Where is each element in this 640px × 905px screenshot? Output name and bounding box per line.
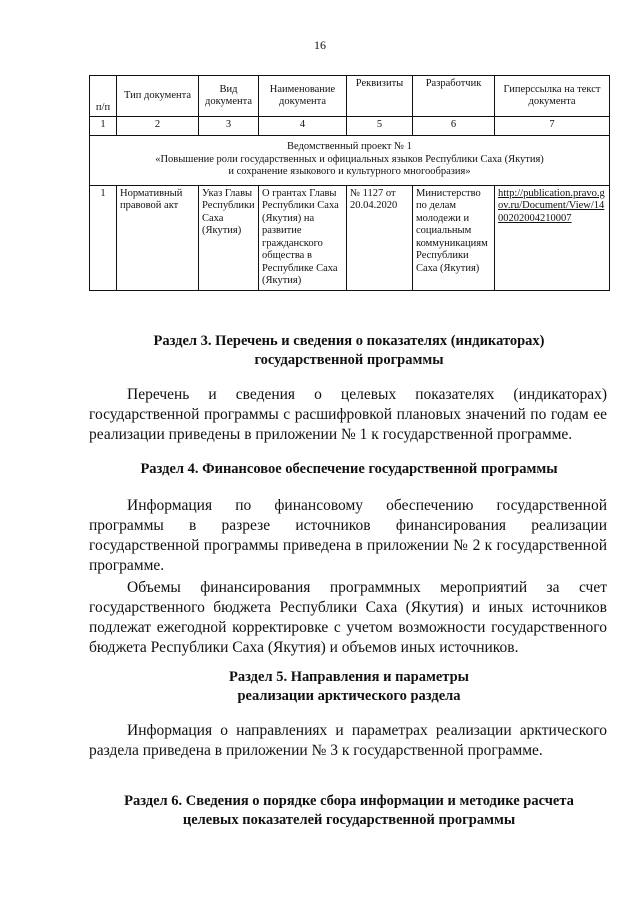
section3-heading-line: Раздел 3. Перечень и сведения о показателях (индикаторах) bbox=[153, 333, 545, 349]
paragraph-line: программы в разрезе источников финансирования реализации bbox=[89, 517, 607, 534]
section6-heading-line: Раздел 6. Сведения о порядке сбора информации и методике расчета bbox=[124, 793, 574, 809]
paragraph-line: Информация по финансовому обеспечению государственной bbox=[127, 497, 607, 514]
paragraph-line: Информация о направлениях и параметрах реализации арктического bbox=[127, 722, 607, 739]
project-title-line: и сохранение языкового и культурного многообразия» bbox=[228, 166, 471, 177]
paragraph-line: подлежат ежегодной корректировке с учетом возможности государственного bbox=[89, 619, 607, 636]
paragraph-line: государственной программы с расшифровкой плановых значений по годам ее bbox=[89, 406, 607, 423]
section6-heading-line: целевых показателей государственной программы bbox=[182, 812, 516, 828]
column-number: 6 bbox=[413, 117, 495, 136]
section5-paragraph bbox=[89, 721, 607, 761]
section5-heading-line: Раздел 5. Направления и параметры bbox=[229, 669, 469, 685]
header-link: Гиперссылка на текст документа bbox=[495, 76, 610, 117]
paragraph-line: бюджета Республики Саха (Якутия) и объемов иных источников. bbox=[89, 639, 519, 656]
project-title-line: «Повышение роли государственных и официальных языков Республики Саха (Якутия) bbox=[155, 153, 544, 165]
paragraph-line: Объемы финансирования программных мероприятий за счет bbox=[127, 579, 607, 596]
column-number: 2 bbox=[117, 117, 199, 136]
paragraph-line: раздела приведена в приложении № 3 к государственной программе. bbox=[89, 742, 543, 759]
section6-heading bbox=[89, 792, 609, 830]
row-link-cell bbox=[495, 185, 610, 290]
row-type: Нормативный правовой акт bbox=[117, 185, 199, 290]
paragraph-line: государственной программы приведена в приложении № 2 к государственной bbox=[89, 537, 607, 554]
column-number: 4 bbox=[259, 117, 347, 136]
section4-paragraph-1 bbox=[89, 496, 607, 576]
project-title-row bbox=[90, 136, 610, 186]
row-requisites: № 1127 от 20.04.2020 bbox=[347, 185, 413, 290]
paragraph-line: программе. bbox=[89, 557, 165, 574]
section5-heading-line: реализации арктического раздела bbox=[237, 688, 461, 704]
section4-paragraph-2 bbox=[89, 578, 607, 658]
column-number: 5 bbox=[347, 117, 413, 136]
table-header-row bbox=[90, 76, 610, 117]
section3-heading-line: государственной программы bbox=[254, 352, 444, 368]
column-number: 3 bbox=[199, 117, 259, 136]
column-number: 1 bbox=[90, 117, 117, 136]
paragraph-line: государственного бюджета Республики Саха (Якутия) и иных источников bbox=[89, 599, 607, 616]
column-number-row bbox=[90, 117, 610, 136]
section5-heading bbox=[89, 668, 609, 706]
project-title-cell bbox=[90, 136, 610, 186]
header-num: п/п bbox=[90, 76, 117, 117]
header-requisites: Реквизиты bbox=[347, 76, 413, 117]
section3-heading bbox=[89, 332, 609, 370]
documents-table bbox=[89, 75, 610, 291]
page-number: 16 bbox=[314, 38, 326, 52]
paragraph-line: реализации приведены в приложении № 1 к государственной программе. bbox=[89, 426, 573, 443]
project-title-line: Ведомственный проект № 1 bbox=[287, 141, 412, 152]
header-type: Тип документа bbox=[117, 76, 199, 117]
table-row bbox=[90, 185, 610, 290]
header-name: Наименование документа bbox=[259, 76, 347, 117]
paragraph-line: Перечень и сведения о целевых показателях (индикаторах) bbox=[127, 386, 607, 403]
column-number: 7 bbox=[495, 117, 610, 136]
row-kind: Указ Главы Республики Саха (Якутия) bbox=[199, 185, 259, 290]
header-kind: Вид документа bbox=[199, 76, 259, 117]
row-num: 1 bbox=[90, 185, 117, 290]
header-developer: Разработчик bbox=[413, 76, 495, 117]
document-hyperlink[interactable]: http://publication.pravo.gov.ru/Document/View/1400202004210007 bbox=[498, 187, 605, 224]
section4-heading: Раздел 4. Финансовое обеспечение государственной программы bbox=[140, 461, 558, 477]
row-developer: Министерство по делам молодежи и социальным коммуникациям Республики Саха (Якутия) bbox=[413, 185, 495, 290]
row-name: О грантах Главы Республики Саха (Якутия) на развитие гражданского общества в Республике Саха (Якутия) bbox=[259, 185, 347, 290]
section3-paragraph bbox=[89, 385, 607, 445]
